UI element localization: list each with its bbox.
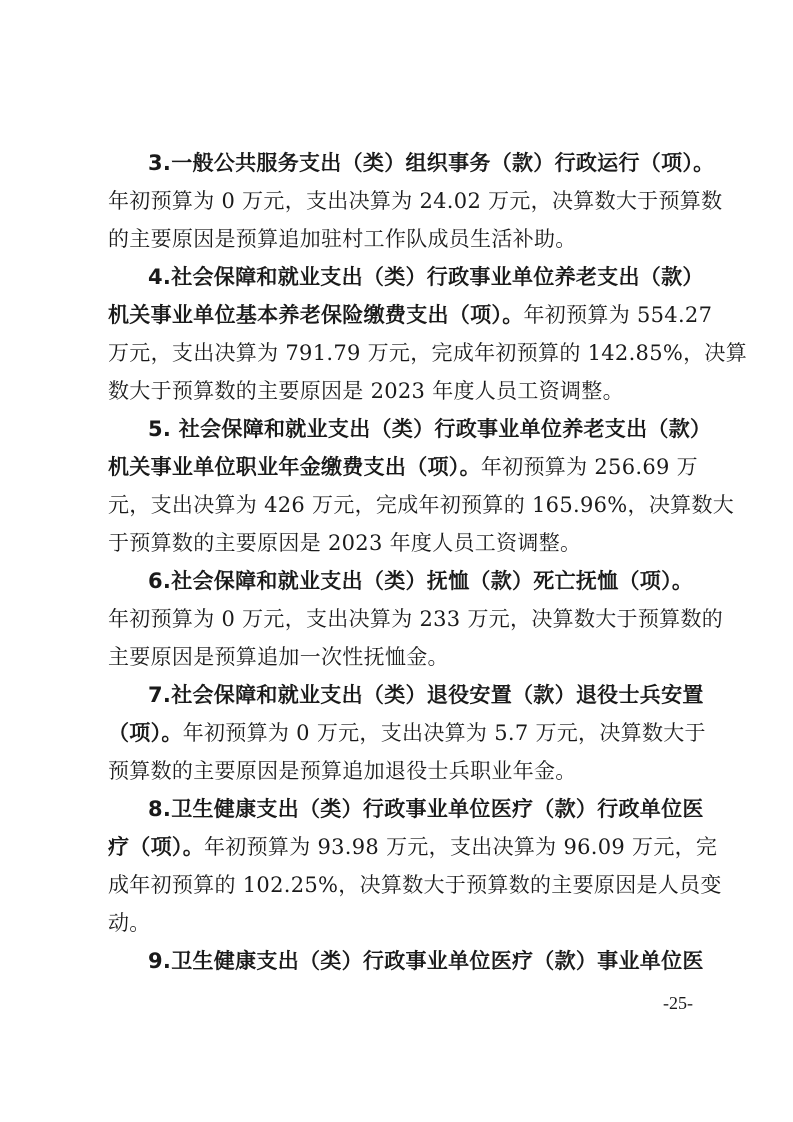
item-text: 动。 <box>108 911 151 935</box>
paragraph-5-line-3 <box>108 490 735 520</box>
paragraph-8-line-3 <box>108 870 722 900</box>
paragraph-4-line-2 <box>108 300 713 330</box>
item-heading: 6.社会保障和就业支出（类）抚恤（款）死亡抚恤（项）。 <box>148 569 694 593</box>
item-heading: 机关事业单位基本养老保险缴费支出（项）。 <box>108 303 524 327</box>
item-heading: 5. 社会保障和就业支出（类）行政事业单位养老支出（款） <box>148 417 712 441</box>
item-text: 年初预算为 93.98 万元，支出决算为 96.09 万元，完 <box>204 835 718 859</box>
paragraph-4-line-3 <box>108 338 748 368</box>
item-heading: 3.一般公共服务支出（类）组织事务（款）行政运行（项）。 <box>148 151 715 175</box>
item-text: 年初预算为 0 万元，支出决算为 24.02 万元，决算数大于预算数 <box>108 189 723 213</box>
paragraph-6-line-1 <box>148 566 693 596</box>
item-heading: 机关事业单位职业年金缴费支出（项）。 <box>108 455 481 479</box>
paragraph-7-line-3 <box>108 756 693 786</box>
item-heading: 疗（项）。 <box>108 835 204 859</box>
item-text: 的主要原因是预算追加驻村工作队成员生活补助。 <box>108 227 577 251</box>
paragraph-5-line-4 <box>108 528 693 558</box>
paragraph-6-line-3 <box>108 642 693 672</box>
item-heading: 9.卫生健康支出（类）行政事业单位医疗（款）事业单位医 <box>148 949 704 973</box>
paragraph-6-line-2 <box>108 604 724 634</box>
item-text: 年初预算为 0 万元，支出决算为 5.7 万元，决算数大于 <box>182 721 706 745</box>
item-text: 年初预算为 554.27 <box>523 303 713 327</box>
paragraph-4-line-4 <box>108 376 693 406</box>
item-heading: 7.社会保障和就业支出（类）退役安置（款）退役士兵安置 <box>148 683 704 707</box>
paragraph-5-line-2 <box>108 452 698 482</box>
item-text: 年初预算为 256.69 万 <box>480 455 698 479</box>
paragraph-8-line-4 <box>108 908 693 938</box>
item-text: 预算数的主要原因是预算追加退役士兵职业年金。 <box>108 759 577 783</box>
paragraph-7-line-2 <box>108 718 706 748</box>
paragraph-8-line-1 <box>148 794 704 824</box>
paragraph-5-line-1 <box>148 414 712 444</box>
item-text: 于预算数的主要原因是 2023 年度人员工资调整。 <box>108 531 582 555</box>
item-text: 数大于预算数的主要原因是 2023 年度人员工资调整。 <box>108 379 624 403</box>
paragraph-3-line-2 <box>108 186 723 216</box>
item-text: 万元，支出决算为 791.79 万元，完成年初预算的 142.85%，决算 <box>108 341 748 365</box>
page-number: -25- <box>663 993 693 1013</box>
paragraph-7-line-1 <box>148 680 704 710</box>
paragraph-3-line-1 <box>148 148 715 178</box>
item-text: 年初预算为 0 万元，支出决算为 233 万元，决算数大于预算数的 <box>108 607 724 631</box>
paragraph-9-line-1 <box>148 946 704 976</box>
item-text: 主要原因是预算追加一次性抚恤金。 <box>108 645 449 669</box>
item-heading: （项）。 <box>108 721 183 745</box>
paragraph-3-line-3 <box>108 224 693 254</box>
paragraph-8-line-2 <box>108 832 718 862</box>
paragraph-4-line-1 <box>148 262 704 292</box>
item-text: 元，支出决算为 426 万元，完成年初预算的 165.96%，决算数大 <box>108 493 735 517</box>
item-heading: 4.社会保障和就业支出（类）行政事业单位养老支出（款） <box>148 265 704 289</box>
item-heading: 8.卫生健康支出（类）行政事业单位医疗（款）行政单位医 <box>148 797 704 821</box>
item-text: 成年初预算的 102.25%，决算数大于预算数的主要原因是人员变 <box>108 873 722 897</box>
